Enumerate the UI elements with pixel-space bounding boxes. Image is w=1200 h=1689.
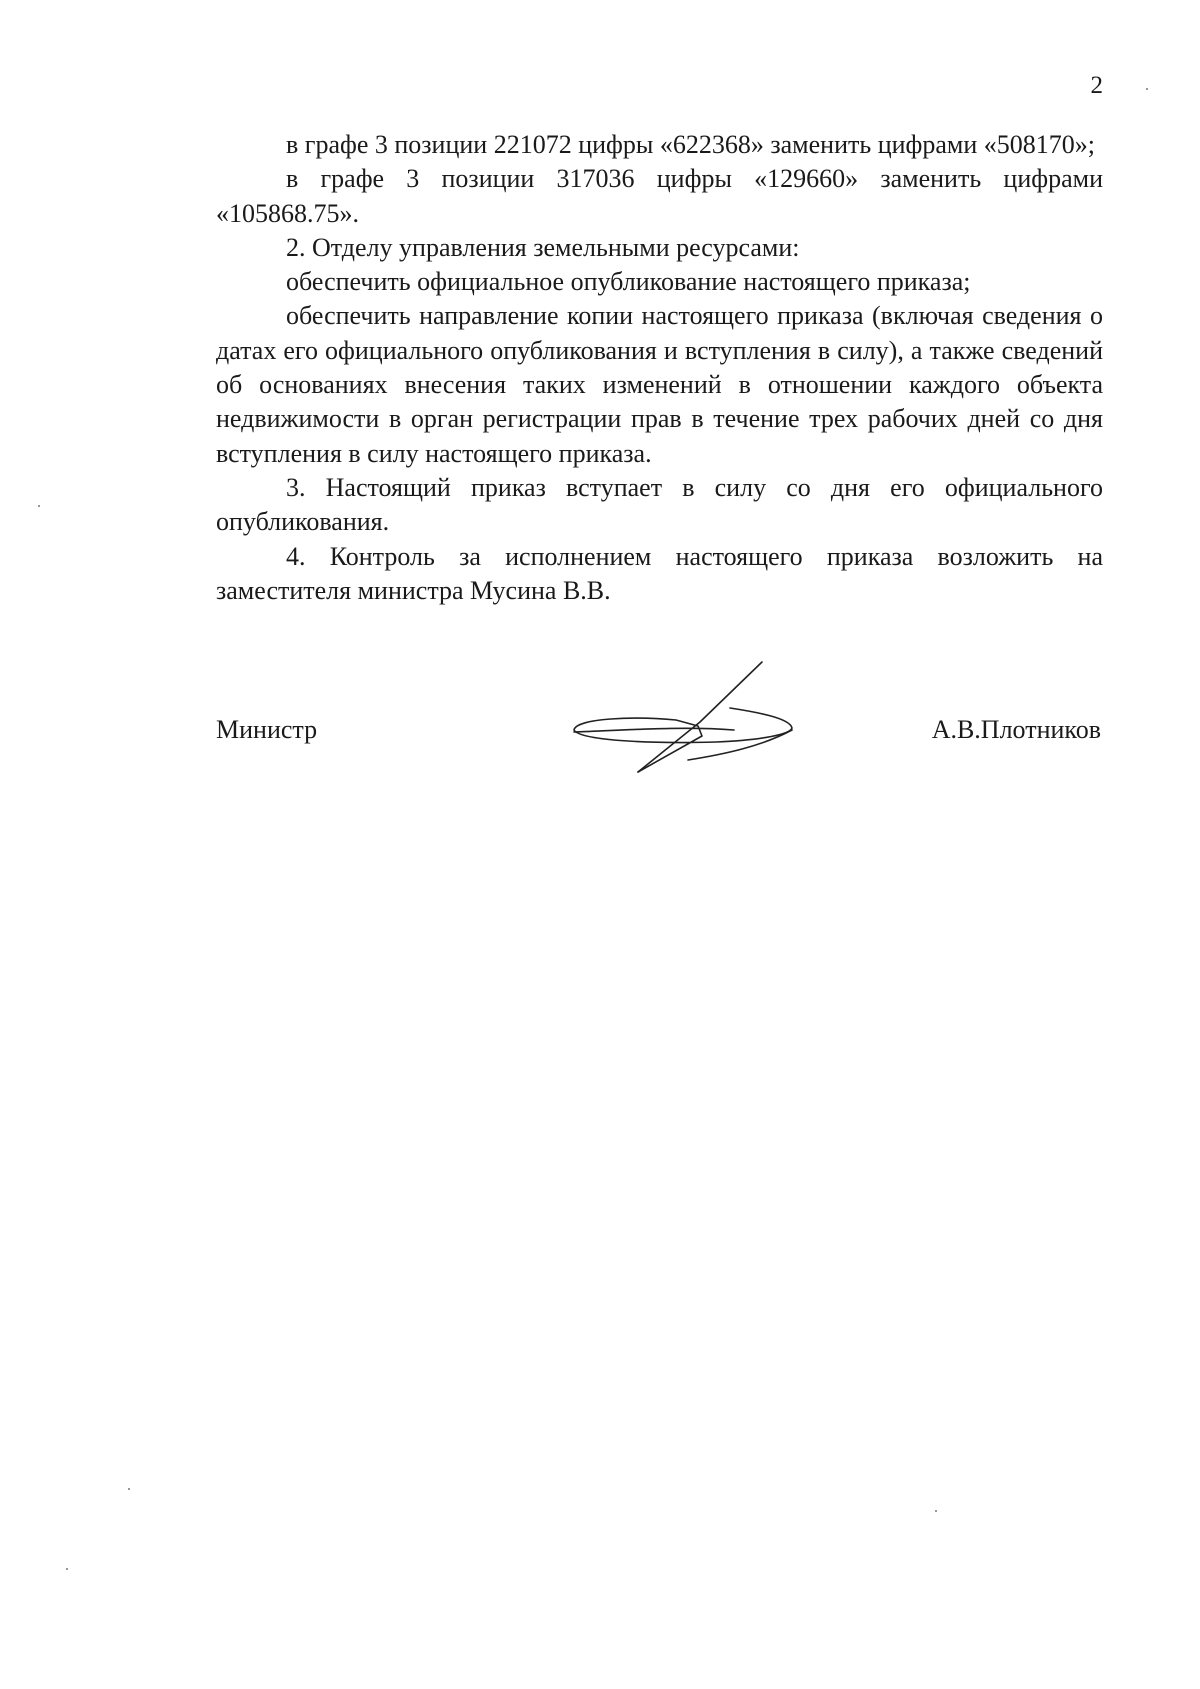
paragraph-item-2: 2. Отделу управления земельными ресурсами: <box>286 232 800 262</box>
paragraph-publication: обеспечить официальное опубликование настоящего приказа; <box>286 267 971 297</box>
paragraph-send-copy: обеспечить направление копии настоящего приказа (включая сведения о датах его официального опубликования и вступления в силу), а также сведений об основаниях внесения таких изменений в отношении каждого объекта недвижимости в орган регистрации прав в течение трех рабочих дней со дня вступления в силу настоящего приказа. <box>216 301 1103 468</box>
scan-speck <box>1146 88 1148 90</box>
paragraph-replace-221072: в графе 3 позиции 221072 цифры «622368» заменить цифрами «508170»; <box>286 130 1096 159</box>
scan-speck <box>935 1510 937 1512</box>
handwritten-signature <box>566 660 806 780</box>
paragraph-item-4: 4. Контроль за исполнением настоящего приказа возложить на заместителя министра Мусина В.В. <box>216 541 1103 605</box>
scan-speck <box>66 1568 68 1570</box>
signatory-name: А.В.Плотников <box>931 715 1101 744</box>
signature-block <box>216 650 1103 790</box>
document-body <box>216 128 1103 608</box>
page-number: 2 <box>1090 72 1103 99</box>
paragraph-item-3: 3. Настоящий приказ вступает в силу со дня его официального опубликования. <box>216 472 1103 537</box>
signatory-title: Министр <box>216 715 318 744</box>
scan-speck <box>38 505 40 507</box>
paragraph-replace-317036: в графе 3 позиции 317036 цифры «129660» заменить цифрами «105868.75». <box>216 164 1103 228</box>
scan-speck <box>128 1488 130 1490</box>
